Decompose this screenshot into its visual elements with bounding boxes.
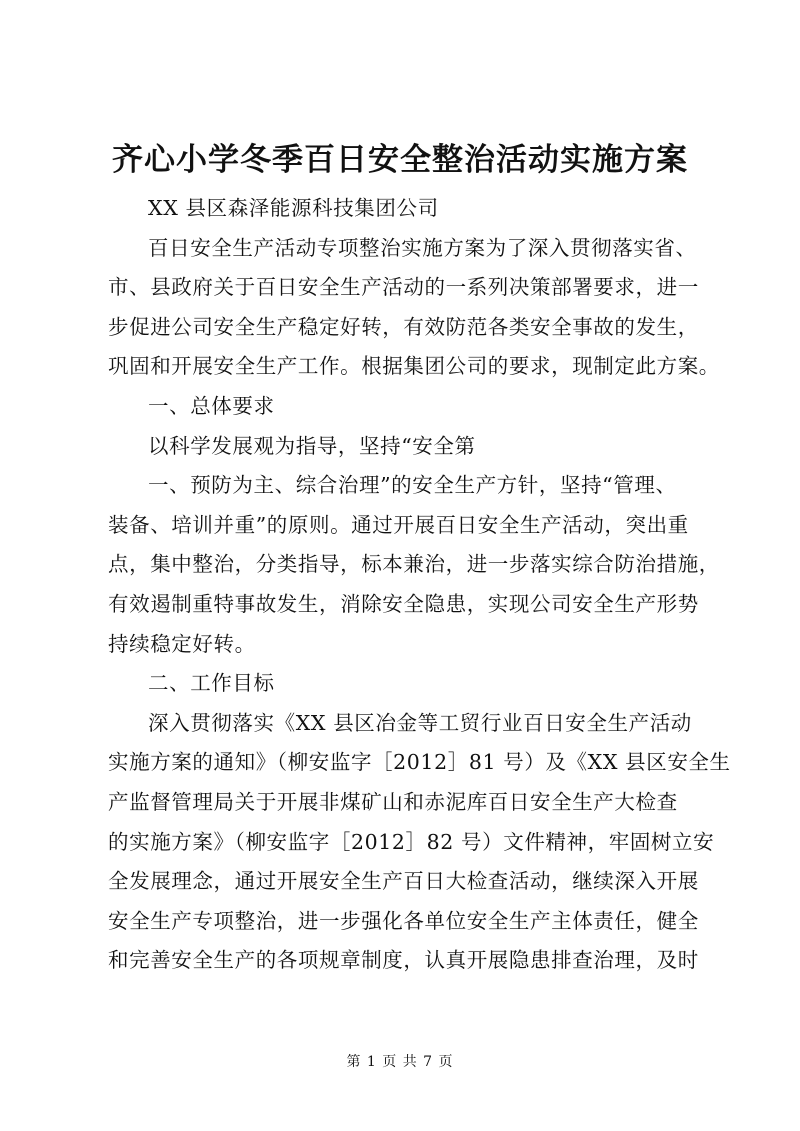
body-line: 实施方案的通知》（柳安监字［2012］81 号）及《XX 县区安全生: [108, 750, 731, 775]
body-line: 安全生产专项整治，进一步强化各单位安全生产主体责任，健全: [108, 908, 699, 933]
section-heading: 一、总体要求: [148, 393, 275, 418]
body-line: 全发展理念，通过开展安全生产百日大检查活动，继续深入开展: [108, 869, 699, 894]
body-line: 步促进公司安全生产稳定好转，有效防范各类安全事故的发生，: [108, 314, 699, 339]
body-line: 巩固和开展安全生产工作。根据集团公司的要求，现制定此方案。: [108, 354, 720, 379]
body-line: 的实施方案》（柳安监字［2012］82 号）文件精神，牢固树立安: [108, 829, 715, 854]
body-line: 一、预防为主、综合治理”的安全生产方针，坚持“管理、: [148, 473, 677, 498]
body-line: 点，集中整治，分类指导，标本兼治，进一步落实综合防治措施，: [108, 552, 720, 577]
body-line: 有效遏制重特事故发生，消除安全隐患，实现公司安全生产形势: [108, 591, 699, 616]
body-line: 装备、培训并重”的原则。通过开展百日安全生产活动，突出重: [108, 512, 689, 537]
document-title: 齐心小学冬季百日安全整治活动实施方案: [112, 142, 688, 178]
body-line: 产监督管理局关于开展非煤矿山和赤泥库百日安全生产大检查: [108, 789, 678, 814]
body-line: 百日安全生产活动专项整治实施方案为了深入贯彻落实省、: [148, 235, 697, 260]
section-heading: 二、工作目标: [148, 671, 275, 696]
body-line: 深入贯彻落实《XX 县区冶金等工贸行业百日安全生产活动: [148, 710, 692, 735]
body-line: 以科学发展观为指导，坚持“安全第: [148, 433, 476, 458]
body-line: 和完善安全生产的各项规章制度，认真开展隐患排查治理，及时: [108, 948, 699, 973]
document-body: [108, 189, 731, 981]
body-line: XX 县区森泽能源科技集团公司: [148, 196, 439, 220]
body-line: 持续稳定好转。: [108, 631, 256, 656]
body-line: 市、县政府关于百日安全生产活动的一系列决策部署要求，进一: [108, 275, 699, 300]
page-footer: 第 1 页 共 7 页: [346, 1054, 454, 1070]
